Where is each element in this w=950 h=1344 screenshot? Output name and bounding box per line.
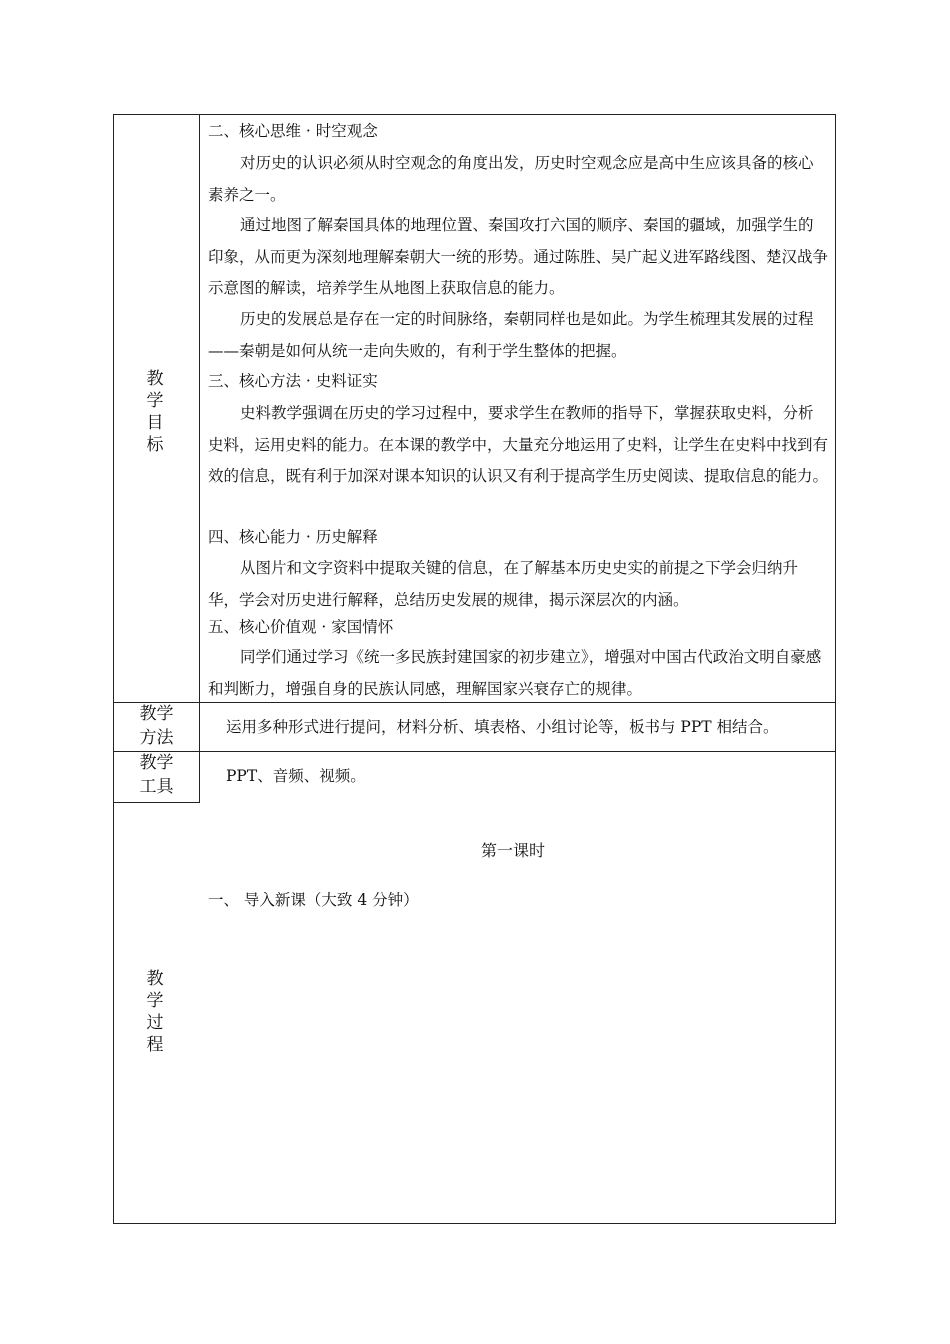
goals-heading-2: 二、核心思维 · 时空观念 [208,122,378,140]
goals-heading-4: 四、核心能力 · 历史解释 [208,528,378,546]
goals-paragraph-2a: 对历史的认识必须从时空观念的角度出发，历史时空观念应是高中生应该具备的核心素养之一。 [208,154,814,204]
process-step-1: 一、 导入新课（大致 4 分钟） [208,891,419,909]
goals-label: 教学目标 [146,369,164,455]
lesson-title: 第一课时 [481,841,546,860]
method-label-line-2: 方法 [139,728,174,748]
goals-paragraph-5: 同学们通过学习《统一多民族封建国家的初步建立》，增强对中国古代政治文明自豪感和判断力，增强自身的民族认同感，理解国家兴衰存亡的规律。 [208,648,822,698]
goals-paragraph-2c: 历史的发展总是存在一定的时间脉络，秦朝同样也是如此。为学生梳理其发展的过程——秦朝是如何从统一走向失败的，有利于学生整体的把握。 [208,310,814,360]
goals-paragraph-4: 从图片和文字资料中提取关键的信息，在了解基本历史史实的前提之下学会归纳升华，学会对历史进行解释，总结历史发展的规律，揭示深层次的内涵。 [208,559,799,609]
method-label-line-1: 教学 [139,704,174,724]
process-label: 教学过程 [146,969,164,1055]
tools-label-line-2: 工具 [139,777,174,797]
tools-text: PPT、音频、视频。 [226,767,366,785]
goals-heading-3: 三、核心方法 · 史料证实 [208,372,378,390]
row-divider-tools [113,802,200,803]
method-text: 运用多种形式进行提问，材料分析、填表格、小组讨论等，板书与 PPT 相结合。 [226,718,779,736]
row-divider-method [113,751,836,752]
tools-label-line-1: 教学 [139,753,174,773]
label-column-divider [199,114,200,803]
goals-heading-5: 五、核心价值观 · 家国情怀 [208,618,394,636]
goals-paragraph-2b: 通过地图了解秦国具体的地理位置、秦国攻打六国的顺序、秦国的疆域，加强学生的印象，从而更为深刻地理解秦朝大一统的形势。通过陈胜、吴广起义进军路线图、楚汉战争示意图的解读，培养学生从地图上获取信息的能力。 [208,216,829,297]
goals-paragraph-3: 史料教学强调在历史的学习过程中，要求学生在教师的指导下，掌握获取史料，分析史料，运用史料的能力。在本课的教学中，大量充分地运用了史料，让学生在史料中找到有效的信息，既有利于加深对课本知识的认识又有利于提高学生历史阅读、提取信息的能力。 [208,404,829,485]
